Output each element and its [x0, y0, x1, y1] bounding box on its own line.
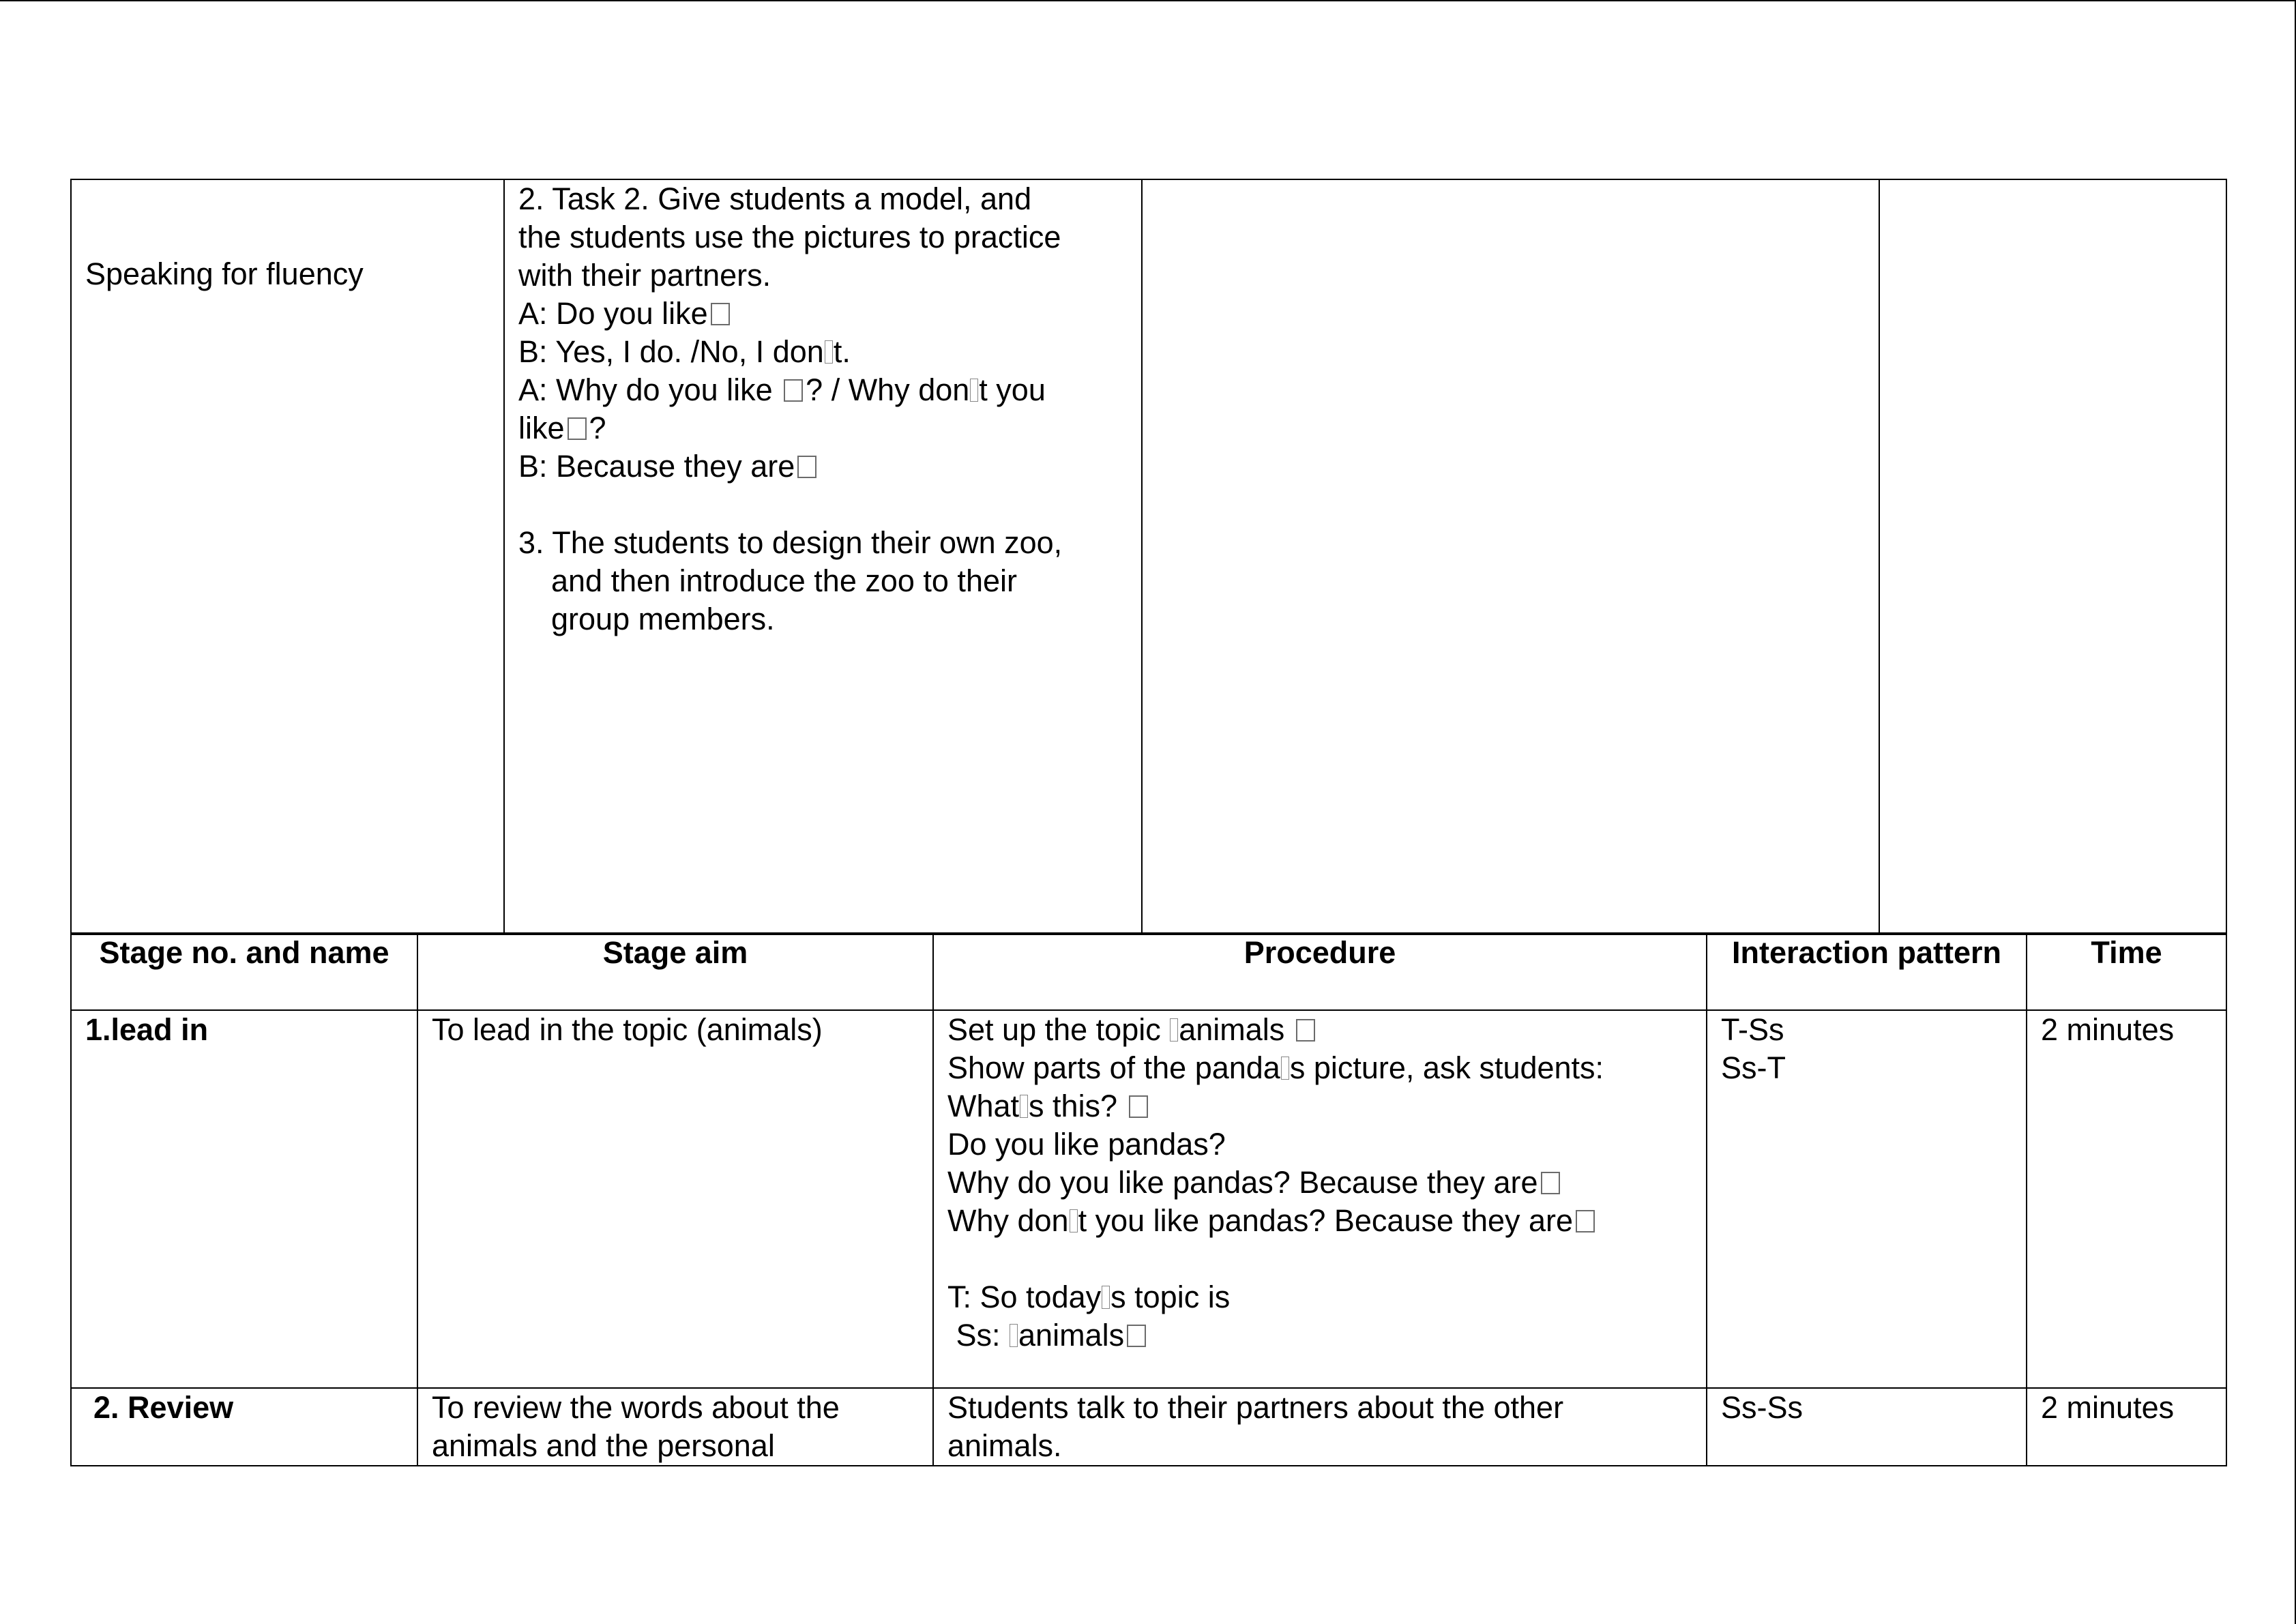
procedure-line: 2. Task 2. Give students a model, and [518, 181, 1032, 216]
stage-name-cell [71, 179, 504, 934]
top-lesson-table [70, 179, 2227, 935]
missing-glyph-box-icon [1102, 1286, 1110, 1309]
stage-name: 2. Review [71, 1388, 417, 1466]
stage-procedure [933, 1388, 1707, 1466]
interaction-item: Ss-T [1721, 1050, 1786, 1085]
interaction-item: T-Ss [1721, 1012, 1784, 1047]
missing-glyph-box-icon [568, 417, 587, 440]
table-row [71, 1388, 2226, 1466]
procedure-line: Show parts of the panda s picture, ask students: [947, 1050, 1604, 1085]
missing-glyph-box-icon [1576, 1210, 1595, 1232]
procedure-line: Set up the topic animals [947, 1011, 1692, 1049]
procedure-line: and then introduce the zoo to their [551, 563, 1017, 598]
missing-glyph-box-icon [1129, 1095, 1148, 1118]
procedure-line: group members. [551, 602, 775, 636]
procedure-line: the students use the pictures to practice [518, 220, 1061, 254]
header-stage-aim: Stage aim [417, 933, 933, 1010]
procedure-line: animals. [947, 1428, 1062, 1463]
procedure-line: A: Why do you like ? / Why don t you [518, 372, 1046, 407]
empty-cell [1142, 179, 1879, 934]
interaction-pattern [1707, 1388, 2027, 1466]
procedure-line: B: Because they are [518, 447, 1128, 486]
procedure-line: A: Do you like [518, 295, 1128, 333]
interaction-pattern [1707, 1010, 2027, 1388]
header-stage-no-and-name: Stage no. and name [71, 933, 417, 1010]
blank-line [518, 486, 1128, 524]
header-procedure: Procedure [933, 933, 1707, 1010]
missing-glyph-box-icon [1020, 1095, 1028, 1118]
stage-time: 2 minutes [2027, 1010, 2226, 1388]
missing-glyph-box-icon [970, 379, 978, 402]
procedure-line: Why don t you like pandas? Because they are [947, 1202, 1692, 1240]
procedure-line: Why do you like pandas? Because they are [947, 1164, 1692, 1202]
stage-procedure [933, 1010, 1707, 1388]
missing-glyph-box-icon [1070, 1209, 1078, 1232]
blank-line [947, 1240, 1692, 1278]
table-row [71, 1010, 2226, 1388]
procedure-line: T: So today s topic is [947, 1280, 1231, 1314]
procedure-line: What s this? [947, 1087, 1692, 1125]
procedure-line: Students talk to their partners about the other [947, 1390, 1564, 1425]
procedure-cell [504, 179, 1142, 934]
missing-glyph-box-icon [1127, 1325, 1146, 1347]
missing-glyph-box-icon [784, 379, 803, 402]
missing-glyph-box-icon [1281, 1057, 1289, 1080]
procedure-line: Ss: animals [947, 1316, 1692, 1355]
missing-glyph-box-icon [825, 340, 833, 364]
stage-aim: To lead in the topic (animals) [417, 1010, 933, 1388]
missing-glyph-box-icon [797, 456, 816, 478]
procedure-line: 3. The students to design their own zoo, [518, 525, 1063, 560]
stage-name: 1.lead in [71, 1010, 417, 1388]
stage-aim [417, 1388, 933, 1466]
missing-glyph-box-icon [1010, 1324, 1018, 1347]
stage-time: 2 minutes [2027, 1388, 2226, 1466]
missing-glyph-box-icon [1541, 1172, 1560, 1194]
interaction-item: Ss-Ss [1721, 1390, 1804, 1425]
procedure-line: B: Yes, I do. /No, I don t. [518, 334, 851, 369]
stage-plan-table [70, 932, 2227, 1466]
aim-line: To review the words about the [432, 1390, 840, 1425]
procedure-line: with their partners. [518, 258, 771, 293]
stage-name-text: Speaking for fluency [85, 256, 364, 291]
aim-line: animals and the personal [432, 1428, 775, 1463]
missing-glyph-box-icon [1296, 1019, 1315, 1042]
empty-cell [1879, 179, 2226, 934]
table-header-row [71, 933, 2226, 1010]
procedure-line: Do you like pandas? [947, 1127, 1226, 1162]
header-interaction-pattern: Interaction pattern [1707, 933, 2027, 1010]
missing-glyph-box-icon [1170, 1018, 1178, 1042]
procedure-line: like ? [518, 411, 606, 445]
missing-glyph-box-icon [711, 303, 730, 325]
header-time: Time [2027, 933, 2226, 1010]
